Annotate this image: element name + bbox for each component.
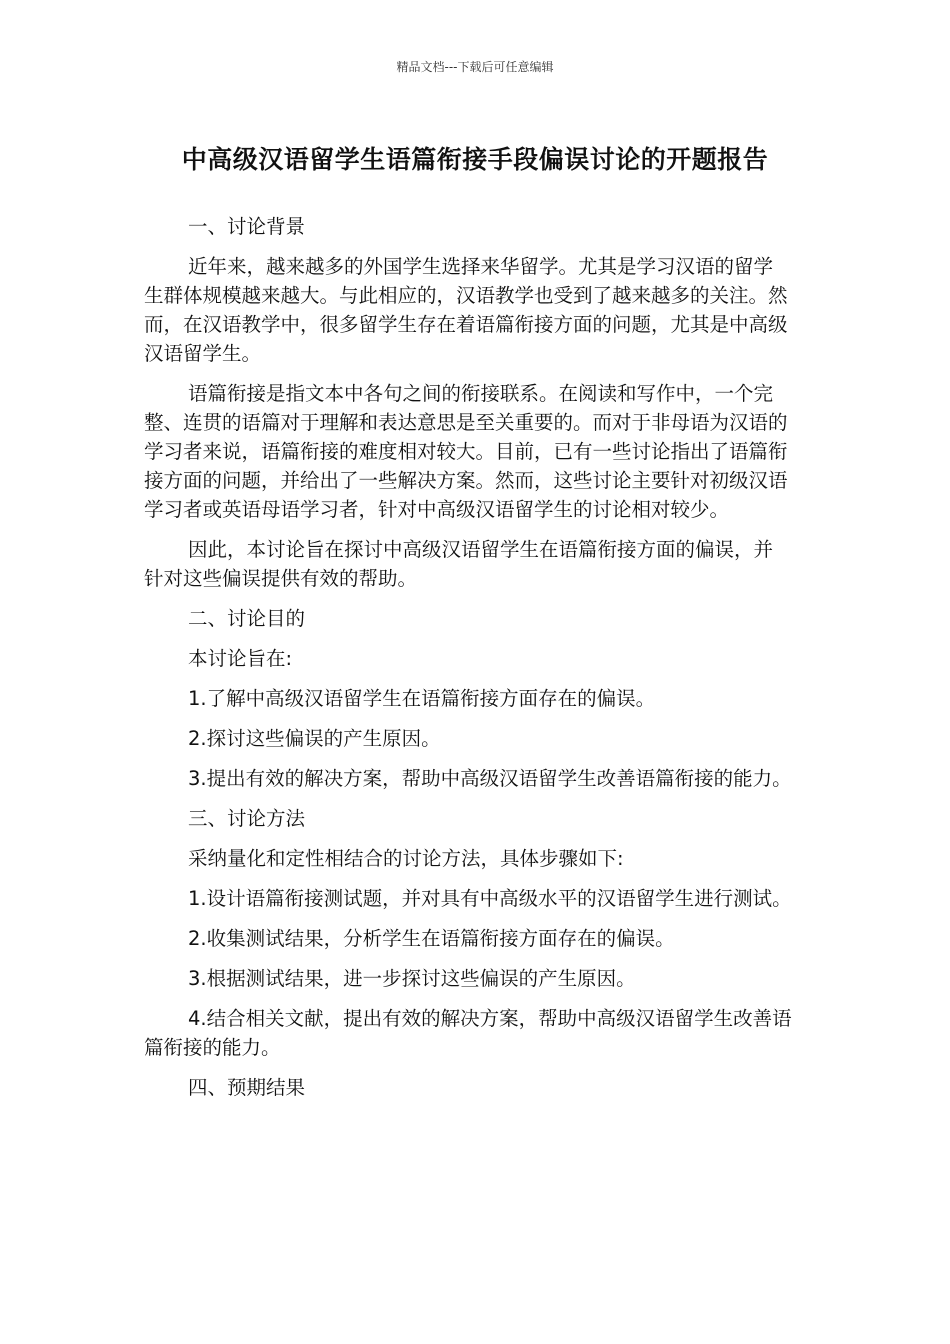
section-heading-method: 三、讨论方法 [188,807,306,830]
document-title: 中高级汉语留学生语篇衔接手段偏误讨论的开题报告 [181,145,769,174]
paragraph: 采纳量化和定性相结合的讨论方法，具体步骤如下: [188,847,624,870]
list-item: 3.根据测试结果，进一步探讨这些偏误的产生原因。 [188,967,636,990]
section-heading-expected-results: 四、预期结果 [188,1076,306,1099]
paragraph: 语篇衔接是指文本中各句之间的衔接联系。在阅读和写作中，一个完整、连贯的语篇对于理解和表达意思是至关重要的。而对于非母语为汉语的学习者来说，语篇衔接的难度相对较大。目前，已有一些讨论指出了语篇衔接方面的问题，并给出了一些解决方案。然而，这些讨论主要针对初级汉语学习者或英语母语学习者，针对中高级汉语留学生的讨论相对较少。 [144,382,788,521]
section-heading-background: 一、讨论背景 [188,215,306,238]
list-item: 4.结合相关文献，提出有效的解决方案，帮助中高级汉语留学生改善语篇衔接的能力。 [144,1007,792,1059]
paragraph: 本讨论旨在: [188,647,293,670]
list-item: 1.设计语篇衔接测试题，并对具有中高级水平的汉语留学生进行测试。 [188,887,792,910]
section-heading-purpose: 二、讨论目的 [188,607,306,630]
document-body [144,212,792,1113]
paragraph: 近年来，越来越多的外国学生选择来华留学。尤其是学习汉语的留学生群体规模越来越大。与此相应的，汉语教学也受到了越来越多的关注。然而，在汉语教学中，很多留学生存在着语篇衔接方面的问题，尤其是中高级汉语留学生。 [144,255,788,365]
list-item: 2.收集测试结果，分析学生在语篇衔接方面存在的偏误。 [188,927,675,950]
list-item: 3.提出有效的解决方案，帮助中高级汉语留学生改善语篇衔接的能力。 [188,767,792,790]
paragraph: 因此，本讨论旨在探讨中高级汉语留学生在语篇衔接方面的偏误，并针对这些偏误提供有效的帮助。 [144,538,774,590]
page-header: 精品文档---下载后可任意编辑 [396,60,554,74]
list-item: 1.了解中高级汉语留学生在语篇衔接方面存在的偏误。 [188,687,656,710]
list-item: 2.探讨这些偏误的产生原因。 [188,727,441,750]
